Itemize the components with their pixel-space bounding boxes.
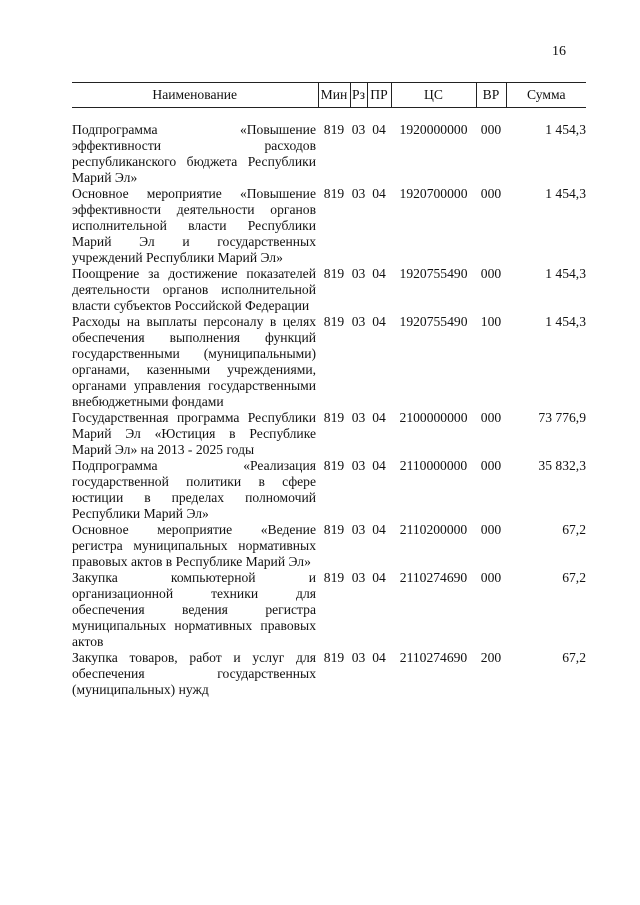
header-vr: ВР — [476, 83, 506, 108]
row-min: 819 — [323, 650, 345, 665]
row-vr: 100 — [480, 314, 502, 329]
row-cs: 2100000000 — [399, 410, 468, 425]
row-name: Основное мероприятие «Ведение регистра муниципальных нормативных правовых актов в Республике Марий Эл» — [72, 522, 316, 569]
row-cs: 1920700000 — [399, 186, 468, 201]
table-row — [72, 570, 586, 650]
row-name: Закупка товаров, работ и услуг для обеспечения государственных (муниципальных) нужд — [72, 650, 316, 697]
row-cs: 1920755490 — [399, 266, 468, 281]
table-header — [72, 83, 586, 108]
row-pr: 04 — [372, 570, 386, 585]
row-pr: 04 — [372, 410, 386, 425]
table-row — [72, 522, 586, 570]
row-vr: 000 — [480, 266, 502, 281]
table-row — [72, 122, 586, 186]
row-name: Закупка компьютерной и организационной техники для обеспечения ведения регистра муниципальных нормативных правовых актов — [72, 570, 316, 649]
row-pr: 04 — [372, 186, 386, 201]
row-cs: 2110000000 — [399, 458, 468, 473]
row-name: Основное мероприятие «Повышение эффективности деятельности органов исполнительной власти Республики Марий Эл и государственных учреждений Республики Марий Эл» — [72, 186, 316, 265]
row-rz: 03 — [351, 570, 366, 585]
table-row — [72, 266, 586, 314]
row-min: 819 — [323, 186, 345, 201]
row-min: 819 — [323, 522, 345, 537]
row-rz: 03 — [351, 266, 366, 281]
row-name: Подпрограмма «Повышение эффективности расходов республиканского бюджета Республики Марий Эл» — [72, 122, 316, 185]
row-name: Подпрограмма «Реализация государственной политики в сфере юстиции в пределах полномочий Республики Марий Эл» — [72, 458, 316, 521]
row-pr: 04 — [372, 458, 386, 473]
row-vr: 000 — [480, 522, 502, 537]
table-row — [72, 410, 586, 458]
row-sum: 67,2 — [562, 522, 586, 537]
header-name: Наименование — [72, 83, 318, 108]
row-pr: 04 — [372, 650, 386, 665]
row-sum: 67,2 — [562, 650, 586, 665]
row-pr: 04 — [372, 522, 386, 537]
row-sum: 73 776,9 — [538, 410, 586, 425]
row-min: 819 — [323, 410, 345, 425]
row-cs: 2110274690 — [399, 570, 468, 585]
header-min: Мин — [318, 83, 350, 108]
table-row — [72, 314, 586, 410]
header-sum: Сумма — [506, 83, 586, 108]
row-min: 819 — [323, 570, 345, 585]
row-sum: 67,2 — [562, 570, 586, 585]
header-cs: ЦС — [391, 83, 476, 108]
row-rz: 03 — [351, 410, 366, 425]
header-pr: ПР — [367, 83, 391, 108]
page-number: 16 — [552, 44, 566, 59]
row-sum: 1 454,3 — [545, 186, 586, 201]
row-min: 819 — [323, 266, 345, 281]
row-name: Расходы на выплаты персоналу в целях обеспечения выполнения функций государственными (муниципальными) органами, казенными учреждениями, органами управления государственными внебюджетными фондами — [72, 314, 316, 409]
header-spacer — [72, 108, 586, 123]
row-cs: 2110274690 — [399, 650, 468, 665]
row-cs: 1920000000 — [399, 122, 468, 137]
row-pr: 04 — [372, 122, 386, 137]
row-rz: 03 — [351, 122, 366, 137]
table-row — [72, 650, 586, 698]
row-sum: 1 454,3 — [545, 122, 586, 137]
row-rz: 03 — [351, 314, 366, 329]
row-rz: 03 — [351, 186, 366, 201]
row-cs: 1920755490 — [399, 314, 468, 329]
row-vr: 000 — [480, 410, 502, 425]
row-min: 819 — [323, 122, 345, 137]
budget-table — [72, 82, 586, 698]
row-rz: 03 — [351, 650, 366, 665]
row-name: Поощрение за достижение показателей деятельности органов исполнительной власти субъектов Российской Федерации — [72, 266, 316, 313]
row-min: 819 — [323, 314, 345, 329]
row-pr: 04 — [372, 266, 386, 281]
row-vr: 000 — [480, 570, 502, 585]
row-rz: 03 — [351, 522, 366, 537]
row-pr: 04 — [372, 314, 386, 329]
header-rz: Рз — [350, 83, 367, 108]
row-name: Государственная программа Республики Марий Эл «Юстиция в Республике Марий Эл» на 2013 - 2025 годы — [72, 410, 316, 457]
row-vr: 000 — [480, 122, 502, 137]
row-vr: 200 — [480, 650, 502, 665]
row-cs: 2110200000 — [399, 522, 468, 537]
table-row — [72, 458, 586, 522]
table-row — [72, 186, 586, 266]
row-min: 819 — [323, 458, 345, 473]
row-rz: 03 — [351, 458, 366, 473]
row-sum: 35 832,3 — [538, 458, 586, 473]
table-body — [72, 108, 586, 699]
row-sum: 1 454,3 — [545, 314, 586, 329]
row-sum: 1 454,3 — [545, 266, 586, 281]
row-vr: 000 — [480, 458, 502, 473]
row-vr: 000 — [480, 186, 502, 201]
